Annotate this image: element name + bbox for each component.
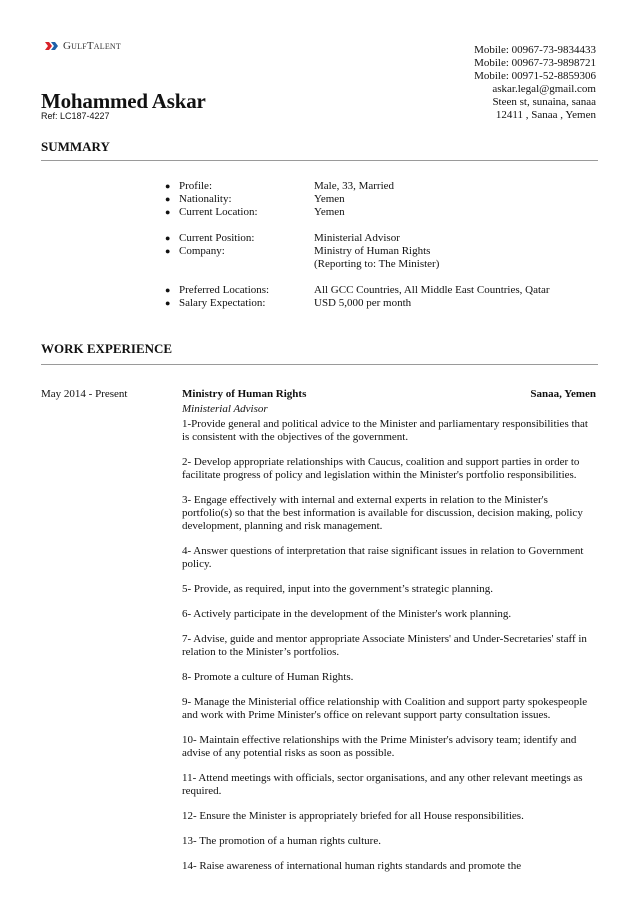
contact-mobile-1: Mobile: 00967-73-9834433 [474, 44, 596, 56]
job-title: Ministerial Advisor [182, 403, 268, 415]
summary-value: Ministerial Advisor [314, 232, 400, 244]
duty-item: 14- Raise awareness of international human rights standards and promote the [182, 860, 522, 872]
summary-label: Current Position: [179, 232, 255, 244]
gulftalent-logo [44, 40, 121, 52]
job-entry [182, 388, 596, 873]
duties-list [182, 418, 596, 873]
summary-list [165, 180, 605, 310]
summary-title: SUMMARY [41, 139, 110, 154]
duty-item: 11- Attend meetings with officials, sector organisations, and any other relevant meetings as required. [182, 772, 583, 797]
summary-value [314, 245, 605, 271]
job-location: Sanaa, Yemen [530, 388, 596, 400]
summary-spacer [165, 271, 605, 284]
bullet-icon: ● [165, 298, 171, 308]
contact-mobile-3: Mobile: 00971-52-8859306 [474, 70, 596, 82]
logo-text: GulfTalent [63, 40, 121, 52]
summary-value: All GCC Countries, All Middle East Countries, Qatar [314, 284, 550, 296]
summary-value: Male, 33, Married [314, 180, 395, 192]
summary-item-preferred-locations [165, 284, 605, 297]
contact-city: 12411 , Sanaa , Yemen [495, 109, 596, 121]
summary-label: Profile: [179, 180, 212, 192]
contact-street: Steen st, sunaina, sanaa [492, 96, 596, 108]
duty-item: 1-Provide general and political advice to the Minister and parliamentary responsibilities that is consistent with the objectives of the government. [182, 418, 588, 443]
duty-item: 9- Manage the Ministerial office relationship with Coalition and support party spokespeople and work with Prime Minister's office on relevant support party consultation issues. [182, 696, 588, 721]
duty-item: 6- Actively participate in the development of the Minister's work planning. [182, 608, 512, 620]
reporting-to: (Reporting to: The Minister) [314, 258, 440, 270]
summary-spacer [165, 219, 605, 232]
summary-value: Yemen [314, 206, 345, 218]
contact-email: askar.legal@gmail.com [492, 83, 596, 95]
company-name: Ministry of Human Rights [314, 245, 431, 257]
summary-label: Current Location: [179, 206, 258, 218]
duty-item: 7- Advise, guide and mentor appropriate Associate Ministers' and Under-Secretaries' staff in relation to the Minister’s portfolios. [182, 633, 587, 658]
employer-name: Ministry of Human Rights [182, 388, 307, 400]
duty-item: 3- Engage effectively with internal and external experts in relation to the Minister's portfolio(s) so that the best information is available for discussion, decision making, policy development, planning and risk management. [182, 494, 583, 532]
summary-label: Preferred Locations: [179, 284, 270, 296]
bullet-icon: ● [165, 233, 171, 243]
reference-id: Ref: LC187-4227 [41, 111, 110, 121]
duty-item: 10- Maintain effective relationships with the Prime Minister's advisory team; identify and advise of any potential risks as soon as possible. [182, 734, 577, 759]
duty-item: 4- Answer questions of interpretation that raise significant issues in relation to Government policy. [182, 545, 584, 570]
summary-value: Yemen [314, 193, 345, 205]
bullet-icon: ● [165, 246, 171, 256]
candidate-name: Mohammed Askar [41, 89, 206, 113]
bullet-icon: ● [165, 194, 171, 204]
duty-item: 8- Promote a culture of Human Rights. [182, 671, 354, 683]
summary-item-salary [165, 297, 605, 310]
employment-date-range: May 2014 - Present [41, 388, 128, 400]
work-experience-divider [41, 364, 598, 365]
bullet-icon: ● [165, 207, 171, 217]
duty-item: 12- Ensure the Minister is appropriately briefed for all House responsibilities. [182, 810, 524, 822]
summary-item-current-position [165, 232, 605, 245]
summary-item-current-location [165, 206, 605, 219]
work-experience-title: WORK EXPERIENCE [41, 341, 173, 356]
summary-label: Nationality: [179, 193, 232, 205]
logo-mark-icon [44, 40, 60, 52]
summary-item-company [165, 245, 605, 271]
contact-mobile-2: Mobile: 00967-73-9898721 [474, 57, 596, 69]
summary-item-nationality [165, 193, 605, 206]
duty-item: 2- Develop appropriate relationships with Caucus, coalition and support parties in order to facilitate progress of policy and legislation within the Minister's portfolio responsibilities. [182, 456, 580, 481]
summary-divider [41, 160, 598, 161]
summary-label: Company: [179, 245, 225, 257]
summary-label: Salary Expectation: [179, 297, 266, 309]
job-header [182, 388, 596, 401]
duty-item: 5- Provide, as required, input into the government’s strategic planning. [182, 583, 493, 595]
contact-block [474, 44, 596, 122]
summary-value: USD 5,000 per month [314, 297, 412, 309]
duty-item: 13- The promotion of a human rights culture. [182, 835, 381, 847]
bullet-icon: ● [165, 285, 171, 295]
summary-item-profile [165, 180, 605, 193]
bullet-icon: ● [165, 181, 171, 191]
